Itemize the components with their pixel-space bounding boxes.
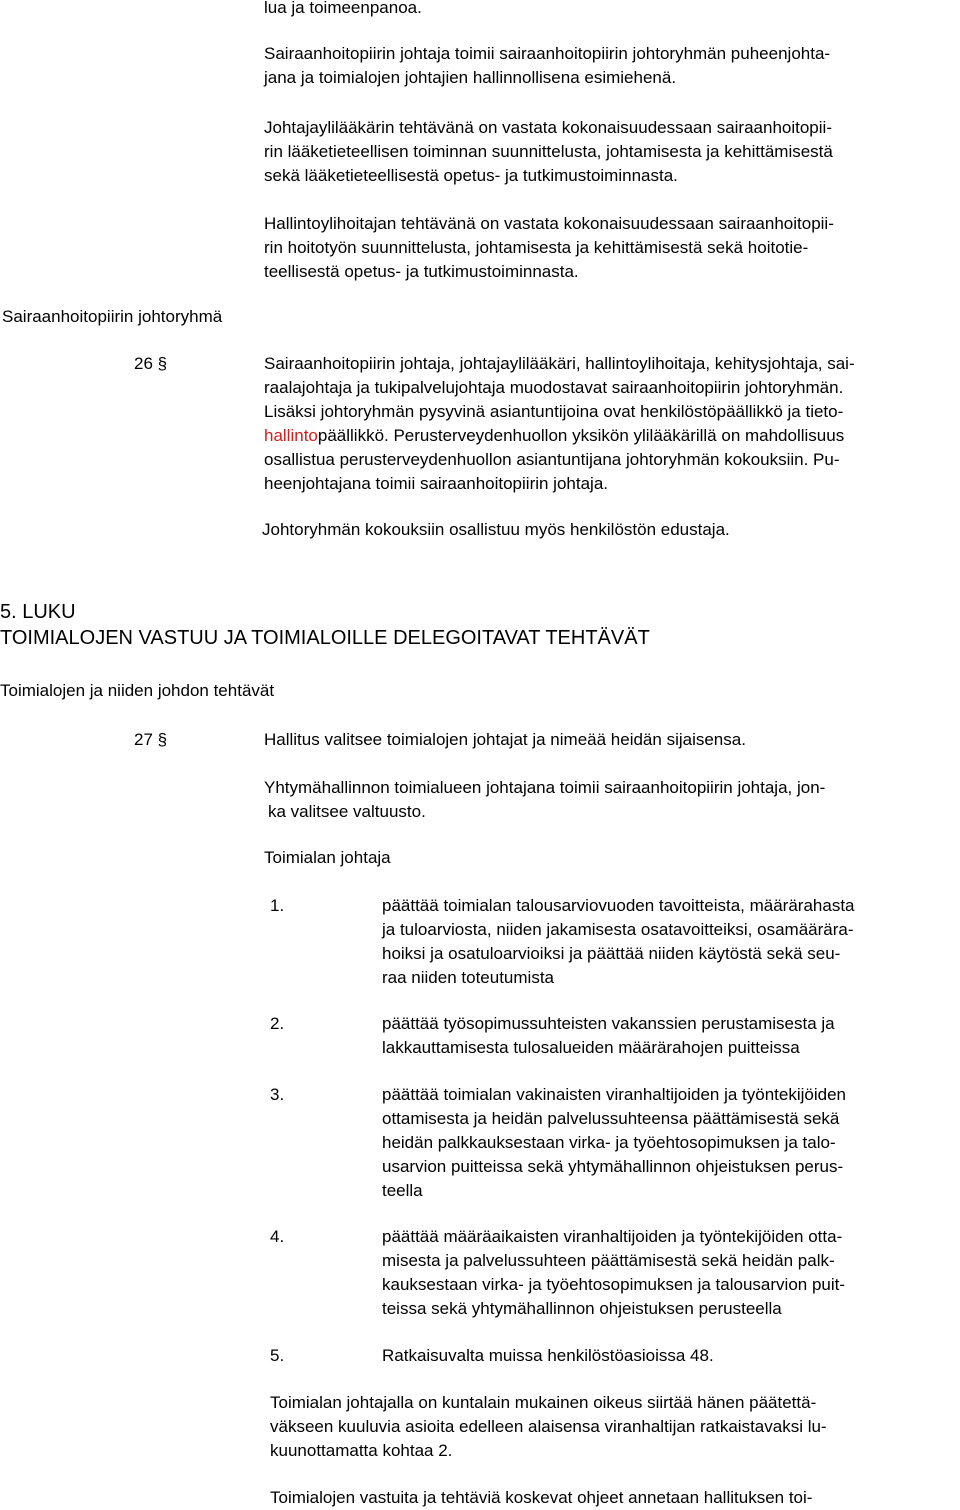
side-heading-toimialat: Toimialojen ja niiden johdon tehtävät [0, 681, 275, 700]
text-line: teissa sekä yhtymähallinnon ohjeistuksen perusteella [382, 1299, 782, 1318]
text-line-rest: päällikkö. Perusterveydenhuollon yksikön ylilääkärillä on mahdollisuus [317, 426, 845, 445]
text-line: ka valitsee valtuusto. [268, 802, 426, 821]
text-line [264, 424, 844, 448]
text-line: rin hoitotyön suunnittelusta, johtamisesta ja kehittämisestä sekä hoitotie- [264, 238, 809, 257]
text-line: päättää työsopimussuhteisten vakanssien perustamisesta ja [382, 1014, 835, 1033]
text-line: sekä lääketieteellisestä opetus- ja tutkimustoiminnasta. [264, 166, 678, 185]
text-line: raalajohtaja ja tukipalvelujohtaja muodostavat sairaanhoitopiirin johtoryhmän. [264, 378, 844, 397]
text-line: Hallintoylihoitajan tehtävänä on vastata kokonaisuudessaan sairaanhoitopii- [264, 214, 834, 233]
text-line: päättää toimialan vakinaisten viranhaltijoiden ja työntekijöiden [382, 1085, 847, 1104]
text-line: jana ja toimialojen johtajien hallinnollisena esimiehenä. [264, 68, 677, 87]
continued-text-line: lua ja toimeenpanoa. [264, 0, 422, 17]
text-line: osallistua perusterveydenhuollon asiantuntijana johtoryhmän kokouksiin. Pu- [264, 450, 840, 469]
text-line: ottamisesta ja heidän palvelussuhteensa päättämisestä sekä [382, 1109, 840, 1128]
text-line: Yhtymähallinnon toimialueen johtajana toimii sairaanhoitopiirin johtaja, jon- [264, 778, 826, 797]
chapter-heading [0, 599, 650, 651]
text-line: Sairaanhoitopiirin johtaja toimii sairaanhoitopiirin johtoryhmän puheenjohta- [264, 44, 831, 63]
text-line: usarvion puitteissa sekä yhtymähallinnon ohjeistuksen perus- [382, 1157, 844, 1176]
side-heading-johtoryhma: Sairaanhoitopiirin johtoryhmä [2, 307, 223, 326]
text-line: misesta ja palvelussuhteen päättämisestä sekä heidän palk- [382, 1251, 835, 1270]
list-item-number: 4. [270, 1227, 285, 1246]
text-line: kuunottamatta kohtaa 2. [270, 1441, 453, 1460]
chapter-number: 5. LUKU [0, 601, 76, 623]
text-line: Hallitus valitsee toimialojen johtajat ja nimeää heidän sijaisensa. [264, 730, 746, 749]
text-line: hoiksi ja osatuloarvioiksi ja päättää niiden käytöstä sekä seu- [382, 944, 841, 963]
text-line: Johtajaylilääkärin tehtävänä on vastata kokonaisuudessaan sairaanhoitopii- [264, 118, 832, 137]
text-line: raa niiden toteutumista [382, 968, 554, 987]
text-line: päättää määräaikaisten viranhaltijoiden ja työntekijöiden otta- [382, 1227, 843, 1246]
section-26-note: Johtoryhmän kokouksiin osallistuu myös henkilöstön edustaja. [262, 520, 730, 539]
text-line: päättää toimialan talousarviovuoden tavoitteista, määrärahasta [382, 896, 855, 915]
text-line: väkseen kuuluvia asioita edelleen alaisensa viranhaltijan ratkaistavaksi lu- [270, 1417, 827, 1436]
text-line: kauksestaan virka- ja työehtosopimuksen ja talousarvion puit- [382, 1275, 846, 1294]
list-item-number: 1. [270, 896, 285, 915]
text-line: Lisäksi johtoryhmän pysyvinä asiantuntijoina ovat henkilöstöpäällikkö ja tieto- [264, 402, 844, 421]
text-line: Toimialan johtajalla on kuntalain mukainen oikeus siirtää hänen päätettä- [270, 1393, 817, 1412]
chapter-title: TOIMIALOJEN VASTUU JA TOIMIALOILLE DELEGOITAVAT TEHTÄVÄT [0, 627, 650, 649]
section-number-26: 26 § [134, 354, 168, 373]
list-item-number: 5. [270, 1346, 285, 1365]
text-line: Ratkaisuvalta muissa henkilöstöasioissa 48. [382, 1346, 714, 1365]
text-line: Toimialojen vastuita ja tehtäviä koskevat ohjeet annetaan hallituksen toi- [270, 1488, 813, 1507]
text-line: heenjohtajana toimii sairaanhoitopiirin johtaja. [264, 474, 609, 493]
text-line: rin lääketieteellisen toiminnan suunnittelusta, johtamisesta ja kehittämisestä [264, 142, 833, 161]
text-line: teellisestä opetus- ja tutkimustoiminnasta. [264, 262, 579, 281]
list-item-number: 3. [270, 1085, 285, 1104]
text-line: Sairaanhoitopiirin johtaja, johtajaylilääkäri, hallintoylihoitaja, kehitysjohtaja, sai- [264, 354, 855, 373]
text-line: heidän palkkauksestaan virka- ja työehtosopimuksen ja talo- [382, 1133, 836, 1152]
section-number-27: 27 § [134, 730, 168, 749]
text-line: teella [382, 1181, 423, 1200]
text-line: ja tuloarviosta, niiden jakamisesta osatavoitteiksi, osamäärära- [382, 920, 854, 939]
text-line: lakkauttamisesta tulosalueiden määrärahojen puitteissa [382, 1038, 800, 1057]
subheading-toimialan-johtaja: Toimialan johtaja [264, 848, 391, 867]
list-item-number: 2. [270, 1014, 285, 1033]
highlighted-text: hallinto [264, 426, 318, 445]
